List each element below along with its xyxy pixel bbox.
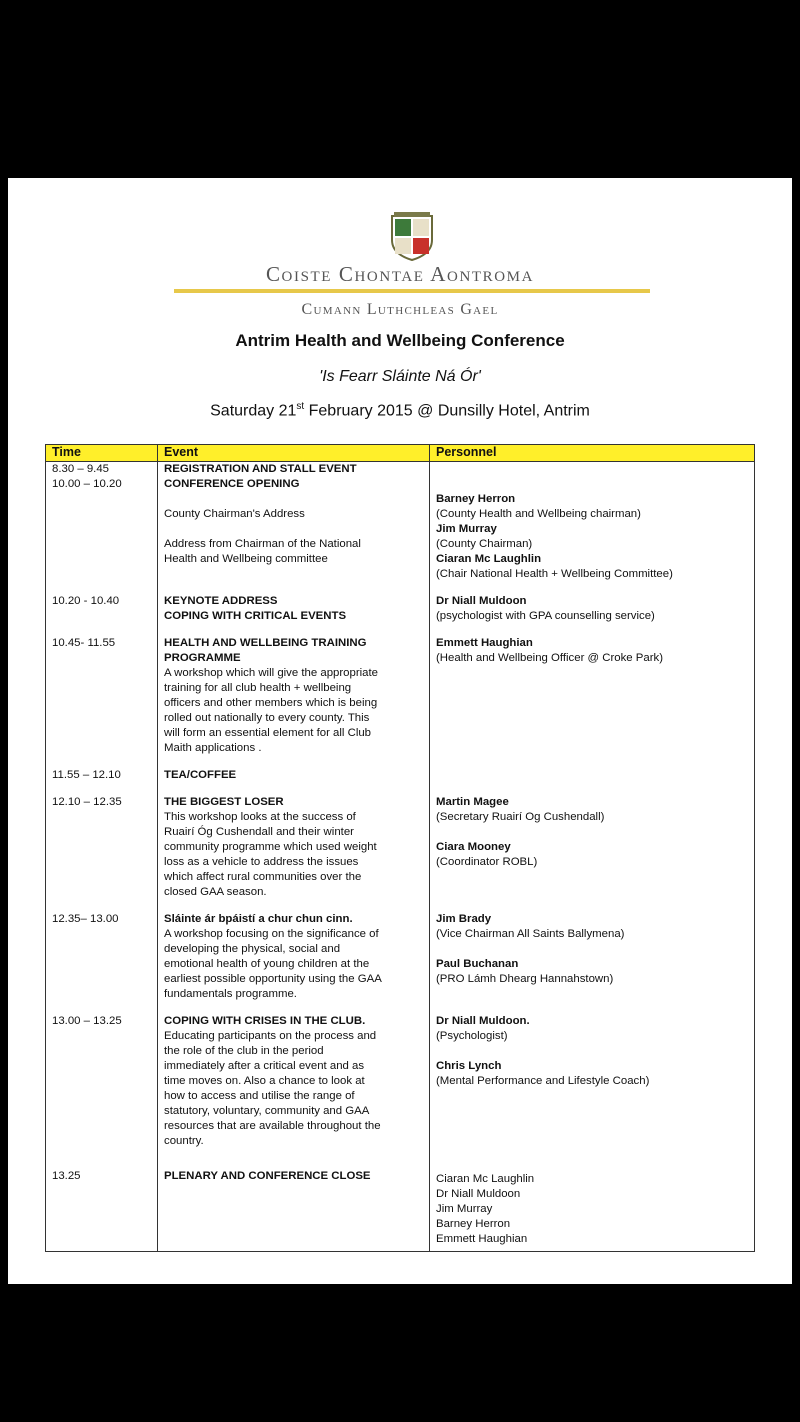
event-description-line: country.: [164, 1135, 204, 1147]
personnel-cell: [430, 1002, 755, 1157]
gold-rule: [174, 289, 650, 293]
personnel-name: Barney Herron: [436, 1218, 511, 1230]
document-page: [8, 178, 792, 1284]
event-description-line: rolled out nationally to every county. This: [164, 712, 370, 724]
personnel-name: Emmett Haughian: [436, 1233, 528, 1245]
event-description-line: closed GAA season.: [164, 886, 267, 898]
time-cell: [46, 1157, 158, 1252]
personnel-cell: [430, 756, 755, 783]
event-cell: [158, 756, 430, 783]
event-title: CONFERENCE OPENING: [164, 478, 300, 490]
personnel-cell: [430, 477, 755, 582]
table-row: [46, 900, 755, 1002]
table-row: [46, 477, 755, 582]
event-title: KEYNOTE ADDRESS: [164, 595, 278, 607]
event-description-line: immediately after a critical event and as: [164, 1060, 365, 1072]
personnel-role: (Health and Wellbeing Officer @ Croke Park): [436, 652, 664, 664]
event-title: HEALTH AND WELLBEING TRAINING: [164, 637, 367, 649]
event-description-line: A workshop focusing on the significance of: [164, 928, 379, 940]
crest-icon: [389, 210, 435, 262]
event-cell: [158, 624, 430, 756]
table-row: [46, 582, 755, 624]
time-text: 12.10 – 12.35: [52, 796, 122, 808]
event-title: REGISTRATION AND STALL EVENT: [164, 463, 357, 475]
time-text: 11.55 – 12.10: [52, 769, 121, 781]
personnel-role: (PRO Lámh Dhearg Hannahstown): [436, 973, 614, 985]
conference-motto: 'Is Fearr Sláinte Ná Ór': [319, 368, 481, 385]
table-row: [46, 1157, 755, 1252]
org-name: Coiste Chontae Aontroma: [265, 262, 535, 286]
time-cell: [46, 462, 158, 478]
conference-date: Saturday 21st February 2015 @ Dunsilly Hotel, Antrim: [210, 401, 590, 420]
personnel-name: Barney Herron: [436, 493, 516, 505]
time-text: 12.35– 13.00: [52, 913, 119, 925]
event-description-line: [164, 522, 423, 537]
personnel-name: Ciaran Mc Laughlin: [436, 1173, 535, 1185]
personnel-name: Martin Magee: [436, 796, 509, 808]
event-description-line: [164, 492, 423, 507]
schedule-table: [45, 444, 755, 1252]
event-title: THE BIGGEST LOSER: [164, 796, 284, 808]
spacer: [436, 942, 748, 957]
personnel-name: Ciara Mooney: [436, 841, 511, 853]
event-description-line: the role of the club in the period: [164, 1045, 324, 1057]
event-description-line: training for all club health + wellbeing: [164, 682, 352, 694]
event-description-line: community programme which used weight: [164, 841, 377, 853]
column-header-time: Time: [46, 445, 158, 462]
personnel-name: Jim Brady: [436, 913, 492, 925]
event-description-line: fundamentals programme.: [164, 988, 297, 1000]
event-title: PROGRAMME: [164, 652, 241, 664]
event-cell: [158, 1157, 430, 1252]
event-title: COPING WITH CRITICAL EVENTS: [164, 610, 347, 622]
event-description-line: A workshop which will give the appropriate: [164, 667, 379, 679]
event-title: Sláinte ár bpáistí a chur chun cinn.: [164, 913, 353, 925]
personnel-role: (County Chairman): [436, 538, 533, 550]
personnel-name: Dr Niall Muldoon: [436, 1188, 521, 1200]
table-row: [46, 783, 755, 900]
event-cell: [158, 462, 430, 478]
time-text: 10.00 – 10.20: [52, 478, 122, 490]
personnel-cell: [430, 900, 755, 1002]
time-cell: [46, 783, 158, 900]
personnel-name: Jim Murray: [436, 1203, 493, 1215]
event-description-line: resources that are available throughout the: [164, 1120, 381, 1132]
personnel-name: Dr Niall Muldoon: [436, 595, 527, 607]
event-description-line: emotional health of young children at the: [164, 958, 370, 970]
event-description-line: developing the physical, social and: [164, 943, 341, 955]
event-title: TEA/COFFEE: [164, 769, 237, 781]
event-description-line: Maith applications .: [164, 742, 262, 754]
spacer: [436, 825, 748, 840]
personnel-cell: [430, 462, 755, 478]
personnel-role: (County Health and Wellbeing chairman): [436, 508, 641, 520]
time-cell: [46, 582, 158, 624]
personnel-name: Ciaran Mc Laughlin: [436, 553, 542, 565]
table-header-row: [46, 445, 755, 462]
event-cell: [158, 477, 430, 582]
personnel-role: (Coordinator ROBL): [436, 856, 538, 868]
event-description-line: how to access and utilise the range of: [164, 1090, 355, 1102]
personnel-name: Emmett Haughian: [436, 637, 533, 649]
time-text: 8.30 – 9.45: [52, 463, 110, 475]
event-title: PLENARY AND CONFERENCE CLOSE: [164, 1170, 371, 1182]
time-text: 10.45- 11.55: [52, 637, 116, 649]
table-row: [46, 756, 755, 783]
column-header-personnel: Personnel: [430, 445, 755, 462]
personnel-cell: [430, 1157, 755, 1252]
event-description-line: will form an essential element for all Club: [164, 727, 372, 739]
table-row: [46, 462, 755, 478]
time-cell: [46, 900, 158, 1002]
table-row: [46, 624, 755, 756]
table-row: [46, 1002, 755, 1157]
personnel-role: (Chair National Health + Wellbeing Committee): [436, 568, 673, 580]
event-description-line: time moves on. Also a chance to look at: [164, 1075, 365, 1087]
personnel-role: (psychologist with GPA counselling service): [436, 610, 655, 622]
time-cell: [46, 756, 158, 783]
personnel-role: (Psychologist): [436, 1030, 508, 1042]
event-description-line: Address from Chairman of the National: [164, 538, 361, 550]
time-cell: [46, 624, 158, 756]
event-description-line: loss as a vehicle to address the issues: [164, 856, 359, 868]
personnel-cell: [430, 624, 755, 756]
event-description-line: County Chairman's Address: [164, 508, 305, 520]
event-description-line: Ruairí Óg Cushendall and their winter: [164, 826, 354, 838]
event-description-line: Health and Wellbeing committee: [164, 553, 328, 565]
personnel-name: Chris Lynch: [436, 1060, 502, 1072]
event-description-line: Educating participants on the process and: [164, 1030, 377, 1042]
event-description-line: This workshop looks at the success of: [164, 811, 356, 823]
event-cell: [158, 1002, 430, 1157]
personnel-name: Dr Niall Muldoon.: [436, 1015, 530, 1027]
spacer: [436, 1044, 748, 1059]
personnel-role: (Secretary Ruairí Og Cushendall): [436, 811, 605, 823]
column-header-event: Event: [158, 445, 430, 462]
event-cell: [158, 900, 430, 1002]
conference-title: Antrim Health and Wellbeing Conference: [235, 331, 565, 350]
personnel-cell: [430, 783, 755, 900]
event-title: COPING WITH CRISES IN THE CLUB.: [164, 1015, 366, 1027]
personnel-cell: [430, 582, 755, 624]
event-description-line: which affect rural communities over the: [164, 871, 362, 883]
personnel-role: (Mental Performance and Lifestyle Coach): [436, 1075, 650, 1087]
personnel-name: Paul Buchanan: [436, 958, 519, 970]
event-cell: [158, 783, 430, 900]
personnel-name: Jim Murray: [436, 523, 497, 535]
event-description-line: officers and other members which is being: [164, 697, 378, 709]
event-description-line: statutory, voluntary, community and GAA: [164, 1105, 370, 1117]
personnel-role: (Vice Chairman All Saints Ballymena): [436, 928, 625, 940]
event-description-line: earliest possible opportunity using the GAA: [164, 973, 382, 985]
org-subname: Cumann Luthchleas Gael: [301, 301, 499, 318]
time-text: 13.25: [52, 1170, 81, 1182]
time-cell: [46, 1002, 158, 1157]
time-text: 10.20 - 10.40: [52, 595, 120, 607]
event-cell: [158, 582, 430, 624]
time-cell: [46, 477, 158, 582]
time-text: 13.00 – 13.25: [52, 1015, 122, 1027]
